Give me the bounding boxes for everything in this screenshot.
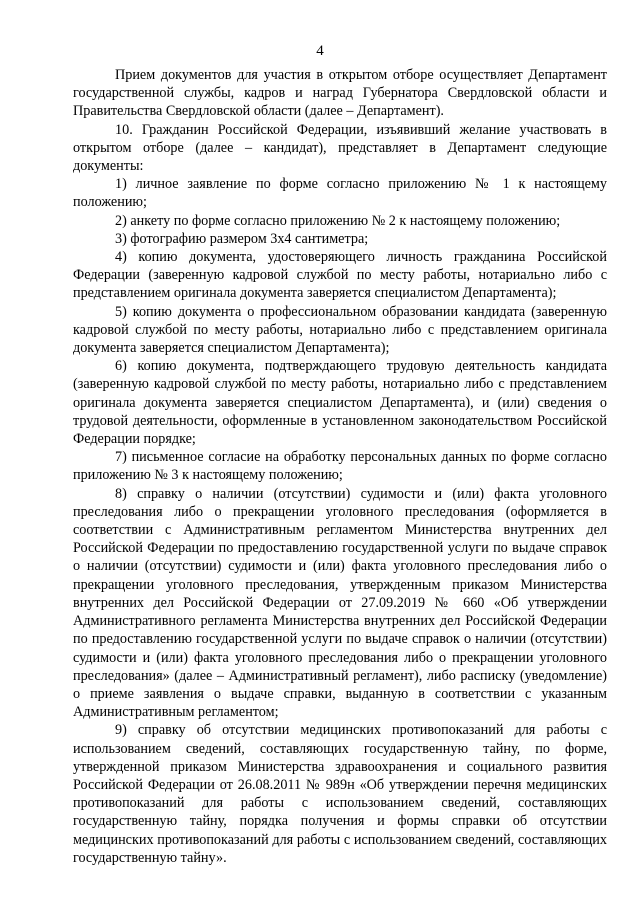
list-item-education-document: 5) копию документа о профессиональном образовании кандидата (заверенную кадровой службой по месту работы, нотариально либо с представлением оригинала документа заверяется специалистом Департамента); — [73, 303, 607, 357]
list-item-data-consent: 7) письменное согласие на обработку персональных данных по форме согласно приложению № 3 к настоящему положению; — [73, 449, 607, 484]
list-item-medical-certificate: 9) справку об отсутствии медицинских противопоказаний для работы с использованием сведений, составляющих государственную тайну, по форме, утвержденной приказом Министерства здравоохранения и социального развития Российской Федерации от 26.08.2011 № 989н «Об утверждении перечня медицинских противопоказаний для работы с использованием сведений, составляющих государственную тайну, порядка получения и формы справки об отсутствии медицинских противопоказаний для работы с использованием сведений, составляющих государственную тайну». — [73, 722, 607, 866]
list-item-criminal-record-certificate: 8) справку о наличии (отсутствии) судимости и (или) факта уголовного преследования либо о прекращении уголовного преследования (оформляется в соответствии с Административным регламентом Министерства внутренних дел Российской Федерации по предоставлению государственной услуги по выдаче справок о наличии (отсутствии) судимости и (или) факта уголовного преследования либо о прекращении уголовного преследования, утвержденным приказом Министерства внутренних дел Российской Федерации от 27.09.2019 № 660 «Об утверждении Административного регламента Министерства внутренних дел Российской Федерации по предоставлению государственной услуги по выдаче справок о наличии (отсутствии) судимости и (или) факта уголовного преследования либо о прекращении уголовного преследования» (далее – Административный регламент), либо расписку (уведомление) о приеме заявления о выдаче справки, выданную в соответствии с указанным Административным регламентом; — [73, 485, 607, 721]
list-item-identity-document: 4) копию документа, удостоверяющего личность гражданина Российской Федерации (заверенную кадровой службой по месту работы, нотариально либо с представлением оригинала документа заверяется специалистом Департамента); — [73, 249, 607, 302]
paragraph-intake-department: Прием документов для участия в открытом отборе осуществляет Департамент государственной службы, кадров и наград Губернатора Свердловской области и Правительства Свердловской области (далее – Департамент). — [73, 67, 607, 120]
list-item-photo: 3) фотографию размером 3x4 сантиметра; — [115, 230, 369, 247]
list-item-questionnaire: 2) анкету по форме согласно приложению № 2 к настоящему положению; — [115, 212, 561, 229]
page-number: 4 — [316, 43, 324, 59]
document-body — [73, 66, 607, 867]
paragraph-clause-10: 10. Гражданин Российской Федерации, изъявивший желание участвовать в открытом отборе (далее – кандидат), представляет в Департамент следующие документы: — [73, 121, 607, 175]
list-item-application: 1) личное заявление по форме согласно приложению № 1 к настоящему положению; — [73, 176, 607, 211]
list-item-employment-document: 6) копию документа, подтверждающего трудовую деятельность кандидата (заверенную кадровой службой по месту работы, нотариально либо с представлением оригинала документа заверяется специалистом Департамента), и (или) сведения о трудовой деятельности, оформленные в установленном законодательством Российской Федерации порядке; — [73, 358, 607, 448]
